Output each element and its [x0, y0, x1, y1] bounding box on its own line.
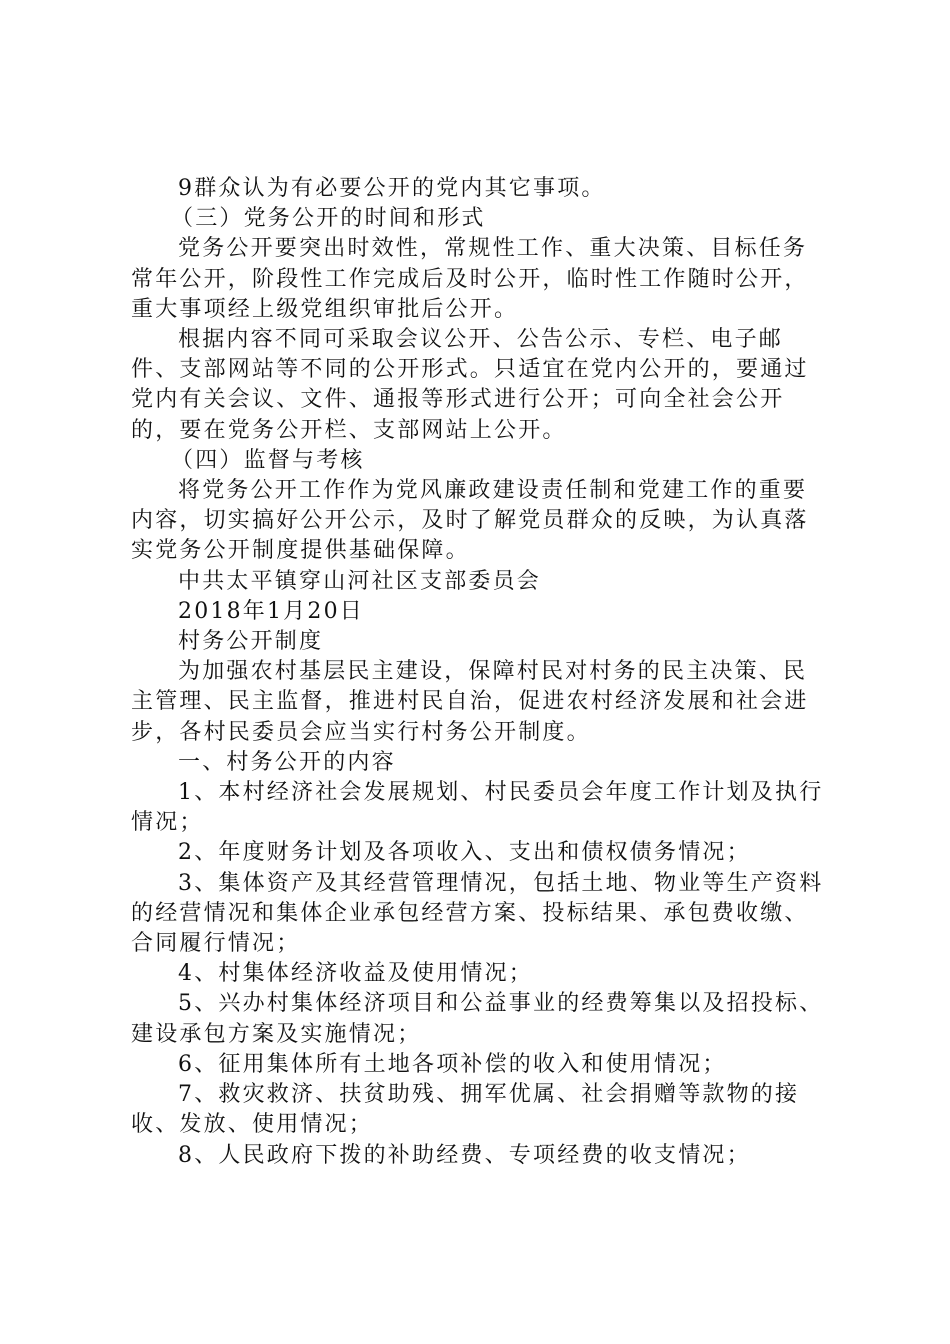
paragraph-supervision: 将党务公开工作作为党风廉政建设责任制和党建工作的重要内容，切实搞好公开公示，及时了解党员群众的反映，为认真落实党务公开制度提供基础保障。 — [131, 478, 809, 564]
paragraph-timeliness: 党务公开要突出时效性，常规性工作、重大决策、目标任务常年公开，阶段性工作完成后及时公开，临时性工作随时公开，重大事项经上级党组织审批后公开。 — [131, 236, 809, 322]
list-item-7: 7、救灾救济、扶贫助残、拥军优属、社会捐赠等款物的接收、发放、使用情况； — [131, 1082, 800, 1138]
signature-date: 2018年1月20日 — [178, 598, 364, 624]
list-item-4: 4、村集体经济收益及使用情况； — [178, 961, 533, 987]
section-heading-time-and-form: （三）党务公开的时间和形式 — [171, 206, 486, 232]
paragraph-publication-forms: 根据内容不同可采取会议公开、公告公示、专栏、电子邮件、支部网站等不同的公开形式。只适宜在党内公开的，要通过党内有关会议、文件、通报等形式进行公开；可向全社会公开的，要在党务公开栏、支部网站上公开。 — [131, 327, 809, 443]
list-item-8: 8、人民政府下拨的补助经费、专项经费的收支情况； — [178, 1142, 751, 1168]
document-body — [131, 174, 831, 1171]
document-title-village-affairs: 村务公开制度 — [178, 629, 324, 655]
list-item-5: 5、兴办村集体经济项目和公益事业的经费筹集以及招投标、建设承包方案及实施情况； — [131, 991, 824, 1047]
list-item-1: 1、本村经济社会发展规划、村民委员会年度工作计划及执行情况； — [131, 780, 824, 836]
list-item-3: 3、集体资产及其经营管理情况，包括土地、物业等生产资料的经营情况和集体企业承包经营方案、投标结果、承包费收缴、合同履行情况； — [131, 870, 824, 957]
section-heading-supervision: （四）监督与考核 — [171, 447, 365, 473]
paragraph-village-intro: 为加强农村基层民主建设，保障村民对村务的民主决策、民主管理、民主监督，推进村民自治，促进农村经济发展和社会进步，各村民委员会应当实行村务公开制度。 — [131, 659, 809, 745]
list-item-2: 2、年度财务计划及各项收入、支出和债权债务情况； — [178, 840, 751, 866]
paragraph-item-9: 9群众认为有必要公开的党内其它事项。 — [178, 176, 606, 201]
list-item-6: 6、征用集体所有土地各项补偿的收入和使用情况； — [178, 1051, 727, 1077]
section-heading-content: 一、村务公开的内容 — [178, 749, 396, 775]
signature-organization: 中共太平镇穿山河社区支部委员会 — [178, 568, 542, 594]
